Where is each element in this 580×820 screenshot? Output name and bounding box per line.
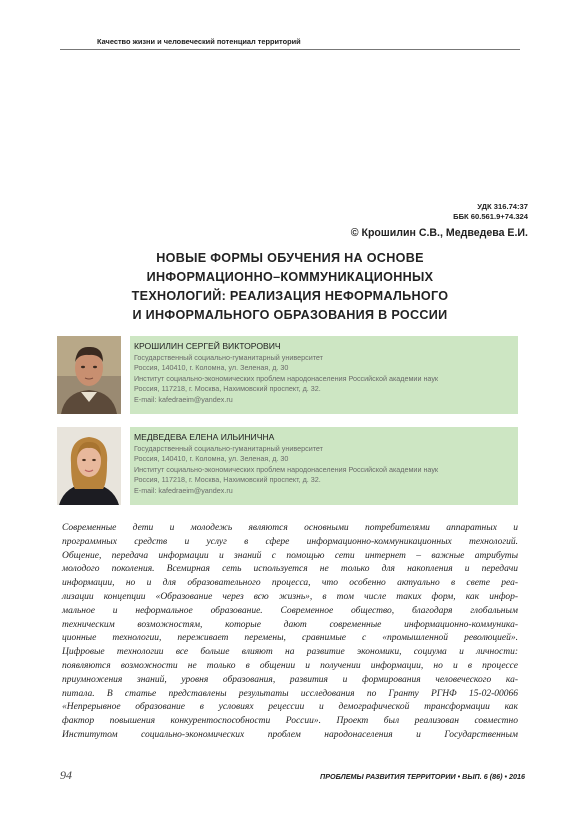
title-line: НОВЫЕ ФОРМЫ ОБУЧЕНИЯ НА ОСНОВЕ bbox=[156, 251, 424, 265]
author-photo-male bbox=[57, 336, 121, 414]
abstract-line: «Непрерывное образование в условиях рецессии и демографической трансформации как bbox=[62, 702, 518, 713]
abstract-line: программных средств и услуг в сфере информационно-коммуникационных технологий. bbox=[62, 536, 518, 547]
running-head: Качество жизни и человеческий потенциал территорий bbox=[97, 37, 301, 46]
abstract-line: лизации концепции «Образование через всю жизнь», в том числе таких форм, как инфор- bbox=[62, 591, 518, 602]
title-line: И ИНФОРМАЛЬНОГО ОБРАЗОВАНИЯ В РОССИИ bbox=[132, 308, 448, 322]
author-photo-female bbox=[57, 427, 121, 505]
abstract-line: Современные дети и молодежь являются основными потребителями аппаратных и bbox=[62, 523, 518, 533]
abstract-line: появляются возможности не только в общении и получении информации, но и в процессе bbox=[62, 660, 518, 671]
affiliation-line: Институт социально-экономических проблем народонаселения Российской академии наук bbox=[134, 464, 439, 474]
portrait-image bbox=[57, 427, 121, 505]
journal-footer: ПРОБЛЕМЫ РАЗВИТИЯ ТЕРРИТОРИИ • ВЫП. 6 (86) • 2016 bbox=[320, 772, 525, 781]
affiliation-line: Россия, 140410, г. Коломна, ул. Зеленая, д. 30 bbox=[134, 363, 289, 373]
author-card bbox=[130, 427, 518, 505]
abstract-line: приумножения знаний, уровня образования, развития и формирования человеческого ка- bbox=[62, 674, 518, 685]
udk-code: УДК 316.74:37 bbox=[477, 202, 528, 211]
abstract-line: молодого поколения. Всемирная сеть используется не только для накопления и передачи bbox=[62, 564, 518, 575]
abstract-line: питала. В статье представлены результаты исследования по Гранту РГНФ 15-02-00066 bbox=[62, 688, 518, 699]
portrait-image bbox=[57, 336, 121, 414]
affiliation-line: Россия, 117218, г. Москва, Нахимовский проспект, д. 32. bbox=[134, 384, 321, 394]
affiliation-line: Институт социально-экономических проблем народонаселения Российской академии наук bbox=[134, 373, 439, 383]
abstract-line: Институтом социально-экономических проблем народонаселения и Государственным bbox=[62, 729, 518, 740]
page-number: 94 bbox=[60, 768, 72, 782]
author-card bbox=[130, 336, 518, 414]
header-rule bbox=[60, 49, 520, 50]
authors-copyright: © Крошилин С.В., Медведева Е.И. bbox=[350, 227, 528, 239]
author-name: КРОШИЛИН СЕРГЕЙ ВИКТОРОВИЧ bbox=[134, 341, 281, 351]
abstract-line: техническим возможностям, которые дают современные информационно-коммуника- bbox=[62, 619, 518, 630]
bbk-code: ББК 60.561.9+74.324 bbox=[453, 212, 528, 221]
abstract bbox=[62, 522, 518, 743]
abstract-line: ционные технологии, переживает перемены, сравнимые с «промышленной революцией». bbox=[62, 633, 518, 644]
abstract-line: мальное и неформальное образование. Современное общество, благодаря глобальным bbox=[62, 605, 518, 616]
author-name: МЕДВЕДЕВА ЕЛЕНА ИЛЬИНИЧНА bbox=[134, 432, 275, 442]
abstract-line: информации, но и для образовательного процесса, что особенно актуально в свете реа- bbox=[62, 578, 518, 589]
abstract-line: Цифровые технологии все больше влияют на развитие экономики, социума и личности: bbox=[62, 647, 518, 658]
affiliation-line: Россия, 140410, г. Коломна, ул. Зеленая, д. 30 bbox=[134, 454, 289, 464]
abstract-line: Общение, передача информации и знаний с помощью сети интернет – важные атрибуты bbox=[62, 550, 518, 561]
author-email: E-mail: kafedraeim@yandex.ru bbox=[134, 485, 233, 495]
abstract-line: фактор повышения конкурентоспособности России». Проект был реализован совместно bbox=[62, 716, 518, 727]
article-title bbox=[62, 249, 518, 325]
classification-index bbox=[453, 202, 528, 222]
affiliation-line: Государственный социально-гуманитарный университет bbox=[134, 353, 323, 362]
title-line: ИНФОРМАЦИОННО–КОММУНИКАЦИОННЫХ bbox=[146, 270, 434, 284]
author-email: E-mail: kafedraeim@yandex.ru bbox=[134, 394, 233, 404]
affiliation-line: Государственный социально-гуманитарный университет bbox=[134, 444, 323, 453]
affiliation-line: Россия, 117218, г. Москва, Нахимовский проспект, д. 32. bbox=[134, 475, 321, 485]
title-line: ТЕХНОЛОГИЙ: РЕАЛИЗАЦИЯ НЕФОРМАЛЬНОГО bbox=[131, 289, 449, 303]
